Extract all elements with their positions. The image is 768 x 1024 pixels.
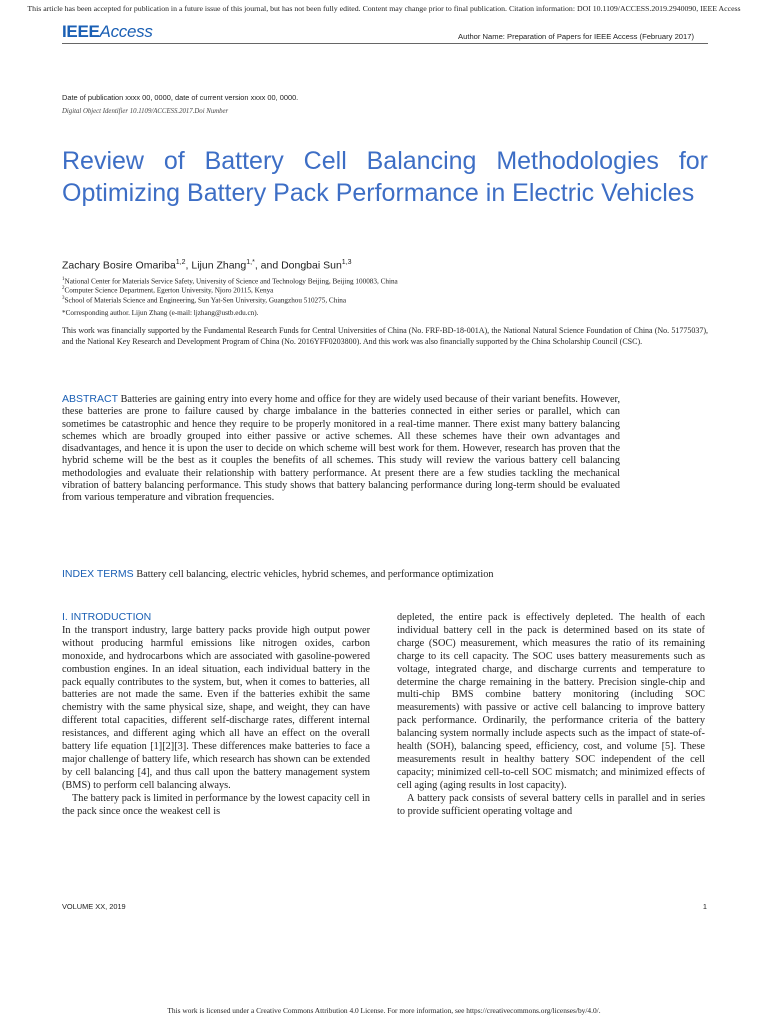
journal-status-note: This article has been accepted for publication in a future issue of this journal, but has not been fully edited. Content may change prior to final publication. Citation information: DOI 10.1109/ACCESS.2019.2940090, IEEE Access xyxy=(27,4,741,13)
logo-ieee: IEEE xyxy=(62,22,100,41)
index-terms xyxy=(62,568,708,581)
right-column xyxy=(397,612,705,819)
footer-volume: VOLUME XX, 2019 xyxy=(62,902,126,911)
affiliation-2-sup: 2 xyxy=(62,286,65,291)
affiliation-3-text: School of Materials Science and Engineering, Sun Yat-Sen University, Guangzhou 510275, China xyxy=(64,296,347,305)
abstract-text: Batteries are gaining entry into every home and office for they are widely used because of their variant benefits. However, these batteries are prone to failure caused by charge imbalance in the batteries connected in either series or parallel, which can sometimes be catastrophic and hence they require to be properly monitored in a real-time manner. There exist many battery balancing schemes which are broadly grouped into either passive or active schemes. All these schemes have their own advantages and disadvantages, and hence it is upon the user to decide on which scheme will best work for them. However, research has proven that the hybrid scheme will be the best as it couples the benefits of all schemes. This study will review the various battery cell balancing methodologies and evaluate their relationship with battery performance. At present there are a few studies tackling the mechanical vibration of battery balancing performance. This study shows that battery balancing performance during long-term should be evaluated from various temperature and vibration frequencies. xyxy=(62,394,620,504)
intro-paragraph-4: A battery pack consists of several battery cells in parallel and in series to provide sufficient operating voltage and xyxy=(397,792,705,817)
publication-date: Date of publication xxxx 00, 0000, date of current version xxxx 00, 0000. xyxy=(62,93,299,102)
paper-title: Review of Battery Cell Balancing Methodologies for Optimizing Battery Pack Performance in Electric Vehicles xyxy=(62,147,708,207)
affiliation-3-sup: 3 xyxy=(62,296,65,301)
intro-paragraph-1: In the transport industry, large battery packs provide high output power without producing harmful emissions like nitrogen oxides, carbon monoxide, and hydrocarbons which are associated with gasoline-powered combustion engines. In an ideal situation, each individual battery in the pack equally contributes to the system, but, when it comes to batteries, all batteries are not made the same. Even if the batteries exhibit the same chemistry with the same physical size, shape, and weight, they can have different total capacities, different self-discharge rates, different internal resistances, and different aging which all have an effect on the overall battery life equation [1][2][3]. These differences make batteries to face a major challenge of battery life, which research has shown can be extended by cell balancing [4], and thus call upon the battery management system (BMS) to perform cell balancing always. xyxy=(62,624,370,791)
index-terms-label: INDEX TERMS xyxy=(62,568,134,580)
author-1: Zachary Bosire Omariba xyxy=(62,259,176,272)
affiliation-3 xyxy=(62,294,708,306)
section-heading: I. INTRODUCTION xyxy=(62,611,152,623)
intro-paragraph-2: The battery pack is limited in performance by the lowest capacity cell in the pack since once the weakest cell is xyxy=(62,792,370,817)
affiliation-1-text: National Center for Materials Service Safety, University of Science and Technology Beijing, Beijing 100083, China xyxy=(64,277,398,286)
footer-page-number: 1 xyxy=(702,902,707,911)
corresponding-author: *Corresponding author. Lijun Zhang (e-mail: ljzhang@ustb.edu.cn). xyxy=(62,309,259,317)
author-1-sup: 1,2 xyxy=(175,259,186,266)
affiliation-2-text: Computer Science Department, Egerton University, Njoro 20115, Kenya xyxy=(64,286,274,295)
logo-access: Access xyxy=(99,22,153,41)
abstract-label: ABSTRACT xyxy=(62,393,119,405)
license-note: This work is licensed under a Creative Commons Attribution 4.0 License. For more information, see https://creativecommons.org/licenses/by/4.0/. xyxy=(167,1006,601,1015)
header-rule xyxy=(62,43,708,44)
running-header: Author Name: Preparation of Papers for IEEE Access (February 2017) xyxy=(458,32,694,41)
author-list xyxy=(62,259,352,272)
author-3-sup: 1,3 xyxy=(341,259,352,266)
left-column xyxy=(62,611,370,819)
author-sep-2: , and Dongbai Sun xyxy=(254,259,342,272)
abstract xyxy=(62,393,620,505)
index-terms-text: Battery cell balancing, electric vehicles, hybrid schemes, and performance optimization xyxy=(136,569,494,580)
funding-statement: This work was financially supported by the Fundamental Research Funds for Central Universities of China (No. FRF-BD-18-001A), the National Natural Science Foundation of China (No. 51775037), and the National Key Research and Development Program of China (No. 2016YFF0203800). And this work was also financially supported by the China Scholarship Council (CSC). xyxy=(62,326,708,346)
affiliation-1-sup: 1 xyxy=(62,277,65,282)
doi-line: Digital Object Identifier 10.1109/ACCESS.2017.Doi Number xyxy=(62,108,229,115)
author-sep-1: , Lijun Zhang xyxy=(185,259,247,272)
intro-paragraph-3: depleted, the entire pack is effectively depleted. The health of each individual battery cell in the pack is determined based on its state of charge (SOC) measurement, which measures the ratio of its remaining charge to its cell capacity. The SOC uses battery measurements such as voltage, integrated charge, and discharge currents and temperature to determine the charge remaining in the battery. Precision single-chip and multi-chip BMS combine battery monitoring (including SOC measurements) with passive or active cell balancing to improve battery pack performance. Ordinarily, the performance criteria of the battery balancing system normally include aspects such as the impact of state-of-health (SOH), balancing speed, efficiency, cost, and volume [5]. These measurements result in healthy battery SOC independent of the cell capacity; minimized cell-to-cell SOC mismatch; and minimized effects of cell aging (aging results in lost capacity). xyxy=(397,612,705,791)
ieee-access-logo xyxy=(62,22,153,42)
author-2-sup: 1,* xyxy=(246,259,255,266)
